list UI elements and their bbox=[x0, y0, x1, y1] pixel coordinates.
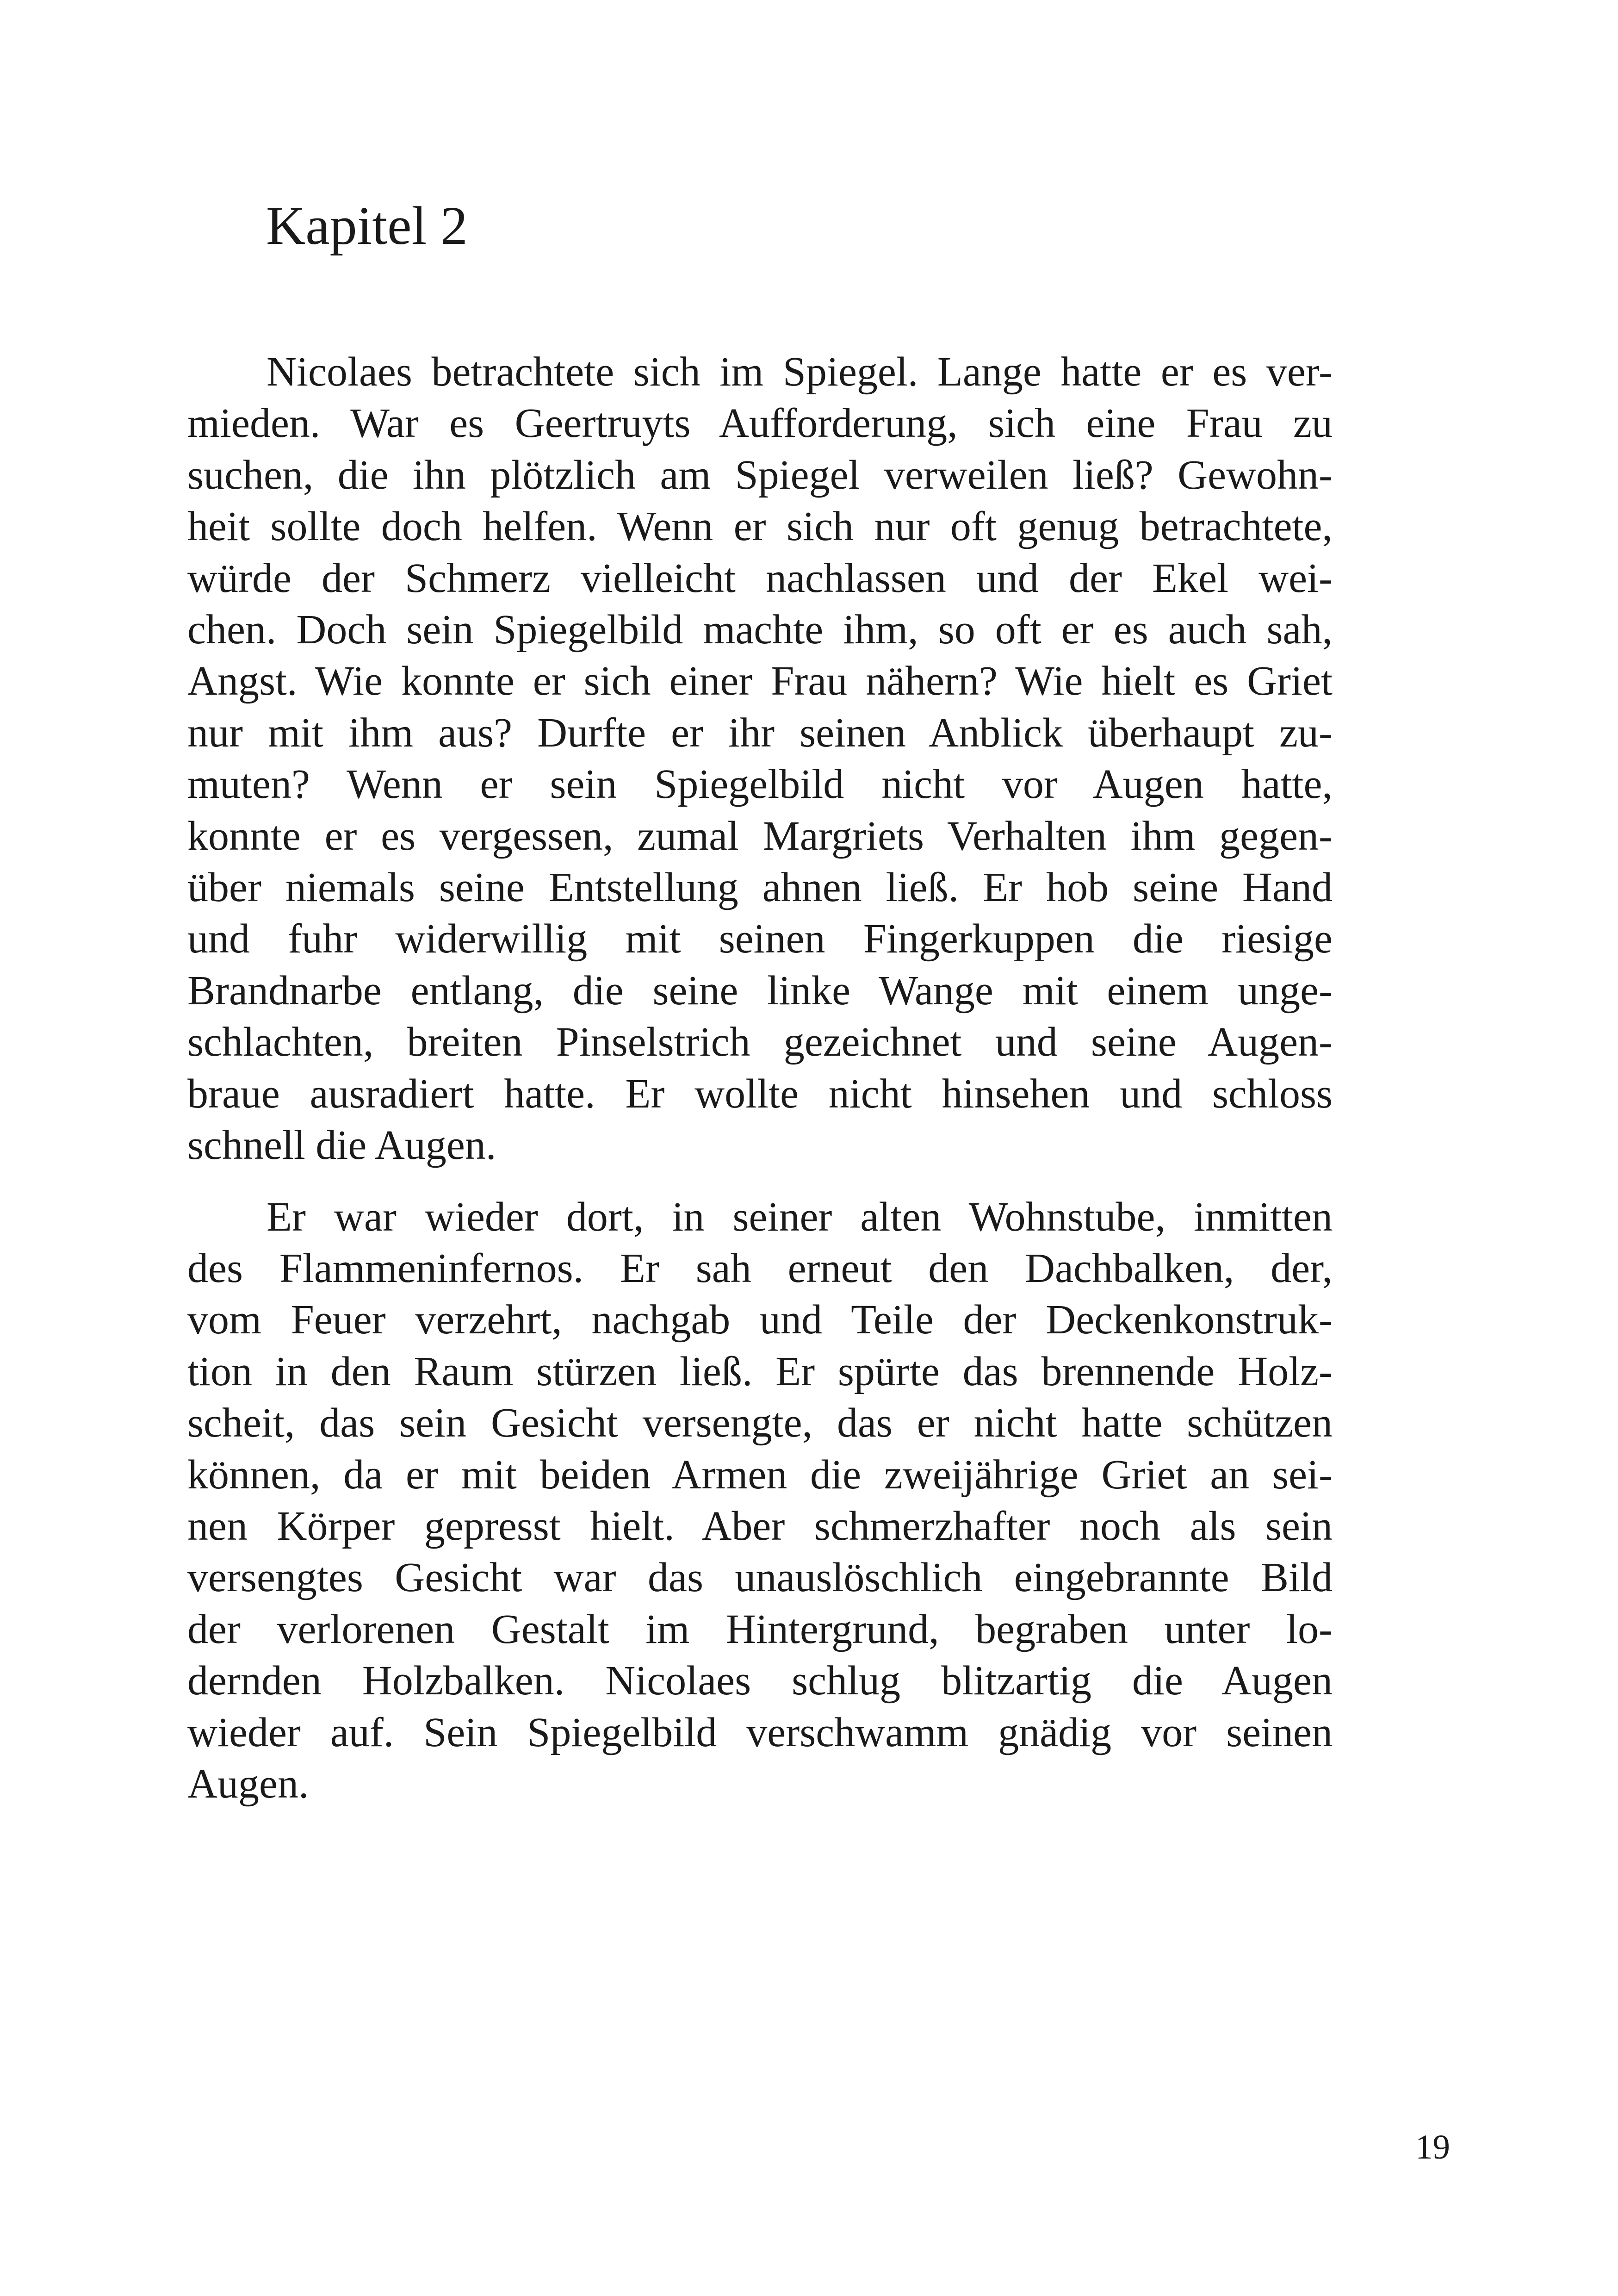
text-line: tion in den Raum stürzen ließ. Er spürte das brennende Holz- bbox=[187, 1348, 1333, 1394]
text-line: mieden. War es Geertruyts Aufforderung, sich eine Frau zu bbox=[187, 400, 1333, 447]
text-line: können, da er mit beiden Armen die zweijährige Griet an sei- bbox=[187, 1451, 1333, 1498]
page-number: 19 bbox=[1415, 2128, 1450, 2166]
text-line: Nicolaes betrachtete sich im Spiegel. Lange hatte er es ver- bbox=[267, 349, 1333, 395]
text-line: schlachten, breiten Pinselstrich gezeichnet und seine Augen- bbox=[187, 1019, 1333, 1065]
text-line: suchen, die ihn plötzlich am Spiegel verweilen ließ? Gewohn- bbox=[187, 452, 1333, 498]
text-line: konnte er es vergessen, zumal Margriets Verhalten ihm gegen- bbox=[187, 813, 1333, 859]
paragraph-2 bbox=[187, 1191, 1333, 1810]
text-line: versengtes Gesicht war das unauslöschlich eingebrannte Bild bbox=[187, 1555, 1333, 1601]
text-line: scheit, das sein Gesicht versengte, das er nicht hatte schützen bbox=[187, 1400, 1333, 1446]
text-line: nur mit ihm aus? Durfte er ihr seinen Anblick überhaupt zu- bbox=[187, 709, 1333, 756]
text-line: wieder auf. Sein Spiegelbild verschwamm gnädig vor seinen bbox=[187, 1709, 1333, 1755]
text-line: dernden Holzbalken. Nicolaes schlug blitzartig die Augen bbox=[187, 1658, 1333, 1704]
text-line: heit sollte doch helfen. Wenn er sich nur oft genug betrachtete, bbox=[187, 504, 1333, 550]
text-line: schnell die Augen. bbox=[187, 1122, 496, 1169]
text-line: Augen. bbox=[187, 1761, 309, 1807]
text-line: Angst. Wie konnte er sich einer Frau nähern? Wie hielt es Griet bbox=[187, 658, 1333, 704]
text-line: würde der Schmerz vielleicht nachlassen und der Ekel wei- bbox=[187, 555, 1333, 601]
chapter-body bbox=[187, 346, 1333, 1810]
text-line: vom Feuer verzehrt, nachgab und Teile der Deckenkonstruk- bbox=[187, 1297, 1333, 1343]
text-line: und fuhr widerwillig mit seinen Fingerkuppen die riesige bbox=[187, 916, 1333, 962]
text-line: der verlorenen Gestalt im Hintergrund, begraben unter lo- bbox=[187, 1606, 1333, 1652]
chapter-title: Kapitel 2 bbox=[266, 195, 468, 256]
text-line: chen. Doch sein Spiegelbild machte ihm, so oft er es auch sah, bbox=[187, 607, 1333, 653]
text-line: braue ausradiert hatte. Er wollte nicht hinsehen und schloss bbox=[187, 1070, 1333, 1117]
text-line: Brandnarbe entlang, die seine linke Wange mit einem unge- bbox=[187, 967, 1333, 1014]
text-line: Er war wieder dort, in seiner alten Wohnstube, inmitten bbox=[267, 1194, 1333, 1240]
text-line: des Flammeninfernos. Er sah erneut den Dachbalken, der, bbox=[187, 1245, 1333, 1291]
text-line: über niemals seine Entstellung ahnen ließ. Er hob seine Hand bbox=[187, 865, 1333, 911]
text-line: nen Körper gepresst hielt. Aber schmerzhafter noch als sein bbox=[187, 1503, 1333, 1549]
paragraph-1 bbox=[187, 346, 1333, 1171]
text-line: muten? Wenn er sein Spiegelbild nicht vor Augen hatte, bbox=[187, 761, 1333, 808]
